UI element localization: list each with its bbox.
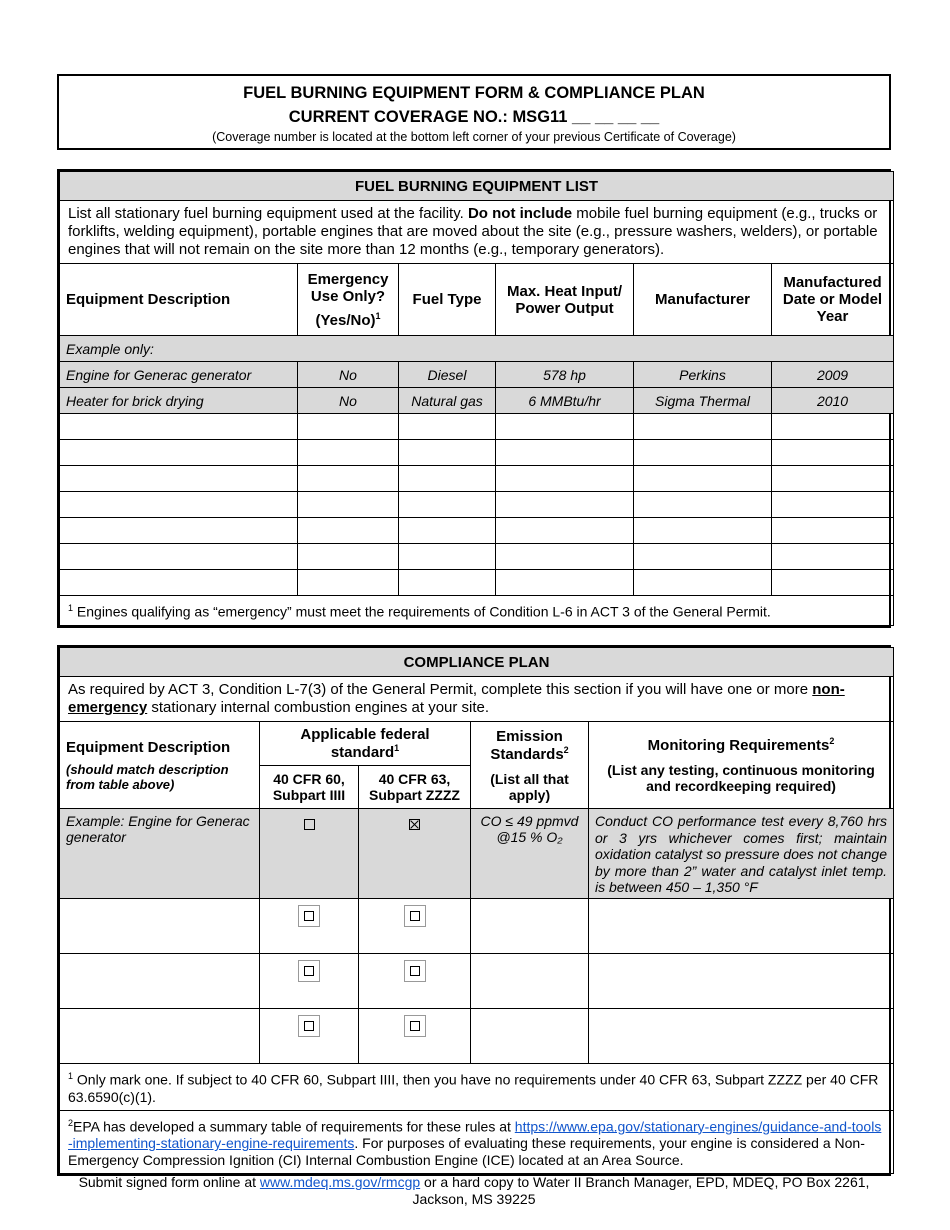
equipment-entry-row — [60, 570, 894, 596]
compliance-example-row — [60, 809, 894, 899]
compliance-entry-row — [60, 1009, 894, 1064]
entry-cell[interactable] — [589, 899, 894, 954]
entry-cell[interactable] — [634, 518, 772, 544]
entry-cell[interactable] — [60, 544, 298, 570]
equipment-list-intro: List all stationary fuel burning equipment used at the facility. Do not include mobile fuel burning equipment (e.g., trucks or forklifts, welding equipment), portable engines that are moved about the site (e.g., pressure washers, welders), or portable engines that will not remain on the site more than 12 months (e.g., temporary generators). — [60, 201, 894, 264]
entry-cell[interactable] — [589, 954, 894, 1009]
entry-cell[interactable] — [634, 492, 772, 518]
compliance-plan-intro: As required by ACT 3, Condition L-7(3) of the General Permit, complete this section if you will have one or more non-emergency stationary internal combustion engines at your site. — [60, 677, 894, 722]
compliance-entry-row — [60, 899, 894, 954]
entry-cell[interactable] — [298, 518, 399, 544]
example-emergency: No — [298, 362, 399, 388]
entry-cell[interactable] — [772, 440, 894, 466]
cp-example-cfr60 — [260, 809, 359, 899]
entry-cell[interactable] — [772, 544, 894, 570]
equipment-list-footnote: $^1$ Engines qualifying as “emergency” must meet the requirements of Condition L-6 in ACT 3 of the General Permit. — [60, 596, 894, 626]
equipment-entry-row — [60, 492, 894, 518]
entry-cell[interactable] — [634, 440, 772, 466]
cp-example-monitoring: Conduct CO performance test every 8,760 hrs or 3 yrs whichever comes first; maintain oxidation catalyst so pressure does not change by more than 2” water and catalyst inlet temp. is between 450 – 1,350 °F — [589, 809, 894, 899]
equipment-entry-row — [60, 466, 894, 492]
compliance-footnote-2: $^2$EPA has developed a summary table of requirements for these rules at https://www.epa.gov/stationary-engines/guidance-and-tools-implementing-stationary-engine-requirements. For purposes of evaluating these requirements, your engine is considered a Non-Emergency Compression Ignition (CI) Internal Combustion Engine (ICE) located at an Area Source. — [60, 1110, 894, 1174]
entry-cell[interactable] — [60, 492, 298, 518]
col-manufactured-date: Manufactured Date or Model Year — [772, 264, 894, 336]
col-fuel-type: Fuel Type — [399, 264, 496, 336]
entry-cell[interactable] — [496, 518, 634, 544]
entry-cell[interactable] — [589, 1009, 894, 1064]
entry-cell[interactable] — [496, 414, 634, 440]
cfr60-checkbox[interactable] — [298, 960, 320, 982]
example-manufacturer: Perkins — [634, 362, 772, 388]
cfr60-checkbox[interactable] — [298, 905, 320, 927]
example-manufacturer: Sigma Thermal — [634, 388, 772, 414]
entry-cell[interactable] — [298, 492, 399, 518]
entry-cell[interactable] — [399, 570, 496, 596]
entry-cell[interactable] — [60, 570, 298, 596]
entry-cell[interactable] — [399, 414, 496, 440]
entry-cell[interactable] — [471, 899, 589, 954]
col-manufacturer: Manufacturer — [634, 264, 772, 336]
compliance-entry-row — [60, 954, 894, 1009]
example-row — [60, 362, 894, 388]
entry-cell[interactable] — [772, 492, 894, 518]
entry-cell[interactable] — [471, 1009, 589, 1064]
entry-cell[interactable] — [772, 466, 894, 492]
example-date: 2009 — [772, 362, 894, 388]
entry-cell[interactable] — [496, 466, 634, 492]
example-fuel: Natural gas — [399, 388, 496, 414]
entry-cell[interactable] — [60, 518, 298, 544]
equipment-entry-row — [60, 518, 894, 544]
cfr63-checkbox[interactable] — [404, 905, 426, 927]
entry-cell[interactable] — [60, 466, 298, 492]
example-heat: 6 MMBtu/hr — [496, 388, 634, 414]
col-40cfr60: 40 CFR 60, Subpart IIII — [260, 766, 359, 809]
equipment-list-table — [59, 171, 894, 626]
coverage-number-label: CURRENT COVERAGE NO.: MSG11 __ __ __ __ — [288, 108, 660, 126]
cp-example-description: Example: Engine for Generac generator — [60, 809, 260, 899]
compliance-plan-table — [59, 647, 894, 1174]
col-40cfr63: 40 CFR 63, Subpart ZZZZ — [359, 766, 471, 809]
entry-cell[interactable] — [634, 466, 772, 492]
entry-cell[interactable] — [399, 466, 496, 492]
entry-cell[interactable] — [298, 440, 399, 466]
entry-cell[interactable] — [634, 570, 772, 596]
example-description: Engine for Generac generator — [60, 362, 298, 388]
entry-cell[interactable] — [496, 492, 634, 518]
example-description: Heater for brick drying — [60, 388, 298, 414]
col-cp-equipment-description: Equipment Description (should match description from table above) — [60, 722, 260, 809]
compliance-plan-section — [57, 645, 891, 1176]
checkbox-checked-icon — [409, 819, 420, 830]
entry-cell[interactable] — [399, 544, 496, 570]
entry-cell[interactable] — [399, 518, 496, 544]
col-equipment-description: Equipment Description — [60, 264, 298, 336]
compliance-plan-title: COMPLIANCE PLAN — [60, 648, 894, 677]
entry-cell[interactable] — [496, 440, 634, 466]
entry-cell[interactable] — [399, 492, 496, 518]
equipment-entry-row — [60, 544, 894, 570]
col-max-heat-input: Max. Heat Input/ Power Output — [496, 264, 634, 336]
cp-example-emission: CO ≤ 49 ppmvd @15 % O₂ — [471, 809, 589, 899]
entry-cell[interactable] — [496, 570, 634, 596]
cfr63-checkbox[interactable] — [404, 1015, 426, 1037]
cp-example-cfr63 — [359, 809, 471, 899]
cfr63-checkbox[interactable] — [404, 960, 426, 982]
entry-cell[interactable] — [772, 518, 894, 544]
equipment-list-section — [57, 169, 891, 628]
col-emergency-use: Emergency Use Only? $(Yes/No)^1$ — [298, 264, 399, 336]
example-heat: 578 hp — [496, 362, 634, 388]
example-row — [60, 388, 894, 414]
col-emission-standards: Emission Standards$^2$ (List all that apply) — [471, 722, 589, 809]
entry-cell[interactable] — [772, 570, 894, 596]
epa-guidance-link[interactable]: https://www.epa.gov/stationary-engines/guidance-and-tools-implementing-stationary-engine-requirements — [68, 1118, 882, 1152]
compliance-footnote-1: $^1$ Only mark one. If subject to 40 CFR 60, Subpart IIII, then you have no requirements under 40 CFR 63, Subpart ZZZZ per 40 CFR 63.6590(c)(1). — [60, 1064, 894, 1111]
entry-cell[interactable] — [60, 1009, 260, 1064]
entry-cell[interactable] — [298, 414, 399, 440]
mdeq-link[interactable]: www.mdeq.ms.gov/rmcgp — [259, 1174, 421, 1190]
form-header — [57, 74, 891, 150]
entry-cell[interactable] — [60, 414, 298, 440]
entry-cell[interactable] — [298, 466, 399, 492]
checkbox-unchecked-icon — [304, 819, 315, 830]
entry-cell[interactable] — [772, 414, 894, 440]
entry-cell[interactable] — [399, 440, 496, 466]
col-monitoring-requirements: Monitoring Requirements$^2$ (List any testing, continuous monitoring and recordkeeping required) — [589, 722, 894, 809]
entry-cell[interactable] — [60, 440, 298, 466]
coverage-number-note: (Coverage number is located at the bottom left corner of your previous Certificate of Coverage) — [212, 130, 736, 144]
example-fuel: Diesel — [399, 362, 496, 388]
entry-cell[interactable] — [60, 954, 260, 1009]
example-label: Example only: — [60, 336, 894, 362]
entry-cell[interactable] — [634, 544, 772, 570]
col-federal-standard: Applicable federal standard$^1$ — [260, 722, 471, 766]
entry-cell[interactable] — [298, 570, 399, 596]
equipment-entry-row — [60, 414, 894, 440]
example-date: 2010 — [772, 388, 894, 414]
example-emergency: No — [298, 388, 399, 414]
submit-instructions: Submit signed form online at www.mdeq.ms.gov/rmcgp or a hard copy to Water II Branch Manager, EPD, MDEQ, PO Box 2261, Jackson, MS 39225 — [78, 1174, 870, 1207]
cfr60-checkbox[interactable] — [298, 1015, 320, 1037]
entry-cell[interactable] — [496, 544, 634, 570]
equipment-entry-row — [60, 440, 894, 466]
entry-cell[interactable] — [634, 414, 772, 440]
entry-cell[interactable] — [471, 954, 589, 1009]
form-title: FUEL BURNING EQUIPMENT FORM & COMPLIANCE PLAN — [243, 84, 705, 102]
entry-cell[interactable] — [60, 899, 260, 954]
equipment-list-title: FUEL BURNING EQUIPMENT LIST — [60, 172, 894, 201]
entry-cell[interactable] — [298, 544, 399, 570]
